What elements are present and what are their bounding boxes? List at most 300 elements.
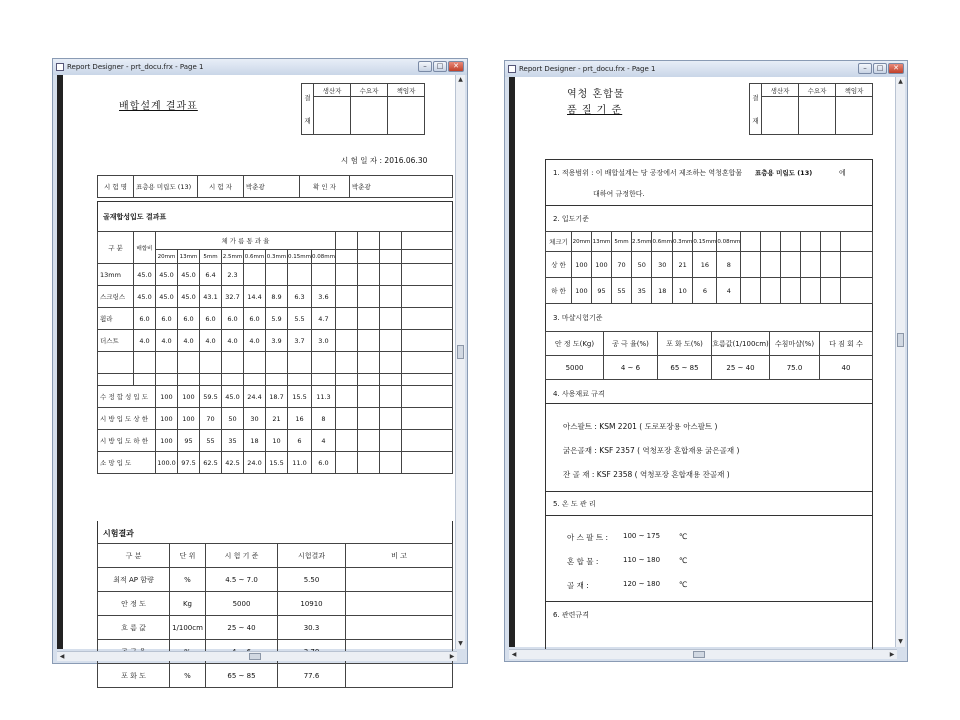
left-titlebar[interactable] (53, 59, 467, 75)
result-head: 시 험 기 준 (206, 544, 278, 568)
grad-empty-cell (335, 452, 357, 474)
grad-empty-cell (311, 352, 335, 374)
marshall-head: 수침마샬(%) (770, 332, 820, 356)
marshall-table (545, 331, 873, 380)
result-section-title: 시험결과 (103, 529, 134, 538)
s6-title: 6. 관련규격 (553, 611, 589, 619)
s4-title: 4. 사용재료 규격 (553, 390, 605, 398)
grad-cell: 43.1 (200, 286, 222, 308)
result-cell: 5.50 (278, 568, 346, 592)
sieve-title: 체 가 름 통 과 율 (156, 232, 336, 250)
grad-cell: 45.0 (156, 286, 178, 308)
maximize-icon[interactable]: □ (873, 63, 887, 74)
grad-cell: 62.5 (200, 452, 222, 474)
info-value: 박춘광 (244, 176, 300, 198)
s1-text: 1. 적용범위 : 이 배합설계는 당 공장에서 제조하는 역청혼합물 (553, 169, 743, 177)
result-head: 구 분 (98, 544, 170, 568)
grad-empty-cell (335, 430, 357, 452)
report-page (509, 77, 897, 649)
sieve-size: 0.08mm (311, 250, 335, 264)
right-vertical-scrollbar[interactable] (895, 77, 905, 647)
grad-cell (288, 264, 312, 286)
marshall-head: 흐름값(1/100cm) (712, 332, 770, 356)
scroll-down-icon[interactable]: ▼ (898, 638, 903, 645)
grad-cell: 3.9 (266, 330, 288, 352)
table-row (98, 374, 453, 386)
grad-cell: 42.5 (222, 452, 244, 474)
grad-cell: 18 (244, 430, 266, 452)
grad-cell: 6.0 (178, 308, 200, 330)
app-icon (56, 63, 64, 71)
result-cell (346, 616, 453, 640)
report-title-line1: 역청 혼합물 (567, 89, 625, 100)
grad-empty-cell (134, 352, 156, 374)
grad-empty-cell (357, 408, 379, 430)
sieve-size: 20mm (572, 232, 592, 252)
approval-label-bottom: 재 (752, 117, 759, 125)
report-canvas (57, 75, 457, 680)
grad-cell: 4.0 (156, 330, 178, 352)
grad-cell: 100 (156, 386, 178, 408)
grad-cell: 15.5 (288, 386, 312, 408)
grad-empty-cell (222, 374, 244, 386)
approval-col: 수요자 (799, 84, 836, 97)
grad-empty-cell (335, 408, 357, 430)
grad-empty-cell (379, 352, 401, 374)
report-title-line2: 품 질 기 준 (567, 105, 623, 116)
lower-value: 10 (672, 278, 692, 304)
grad-empty-cell (379, 430, 401, 452)
grad-cell: 24.0 (244, 452, 266, 474)
grad-empty-cell (311, 374, 335, 386)
grad-cell: 24.4 (244, 386, 266, 408)
approval-label-top: 결 (752, 94, 759, 102)
sieve-size: 0.3mm (672, 232, 692, 252)
grad-cell: 6 (288, 430, 312, 452)
grad-empty-cell (222, 352, 244, 374)
grad-empty-cell (98, 352, 134, 374)
lower-value: 95 (592, 278, 612, 304)
temp-range: 120 ~ 180 (623, 580, 661, 588)
report-canvas (509, 77, 897, 647)
result-cell: Kg (170, 592, 206, 616)
grad-empty-cell (134, 374, 156, 386)
info-table (97, 175, 453, 198)
grad-empty-cell (335, 308, 357, 330)
grad-cell: 2.3 (222, 264, 244, 286)
result-section-frame (97, 521, 453, 543)
grad-row-name: 더스트 (98, 330, 134, 352)
grad-cell: 4.0 (200, 330, 222, 352)
grad-head-col2: 배합비 (134, 232, 156, 264)
grad-empty-cell (379, 330, 401, 352)
grad-cell: 4.7 (311, 308, 335, 330)
grad-empty-cell (244, 374, 266, 386)
grad-empty-cell (200, 374, 222, 386)
info-value: 표층용 미립도 (13) (134, 176, 198, 198)
gradation-table (97, 231, 453, 474)
grad-empty-cell (357, 264, 379, 286)
grad-empty-cell (379, 374, 401, 386)
grad-cell: 15.5 (266, 452, 288, 474)
divider (545, 515, 873, 516)
grad-cell: 6.4 (200, 264, 222, 286)
grad-cell: 6.0 (311, 452, 335, 474)
temp-unit: ℃ (679, 532, 688, 541)
grad-empty-cell (357, 430, 379, 452)
grad-cell: 5.5 (288, 308, 312, 330)
grad-empty-cell (401, 308, 452, 330)
result-cell: 30.3 (278, 616, 346, 640)
grad-empty-cell (357, 452, 379, 474)
window-title: Report Designer - prt_docu.frx - Page 1 (67, 63, 204, 71)
grad-row-name: 휠라 (98, 308, 134, 330)
app-icon (508, 65, 516, 73)
info-label: 시 험 명 (98, 176, 134, 198)
grad-cell: 55 (200, 430, 222, 452)
marshall-head: 공 극 율(%) (604, 332, 658, 356)
table-row (98, 592, 453, 616)
grad-cell: 95 (178, 430, 200, 452)
grad-row-ratio: 4.0 (134, 330, 156, 352)
s4-line: 잔 골 재 : KSF 2358 ( 역청포장 혼합재용 잔골재 ) (563, 470, 730, 479)
upper-value: 21 (672, 252, 692, 278)
temp-label: 골 재 : (567, 581, 589, 590)
result-cell: 5000 (206, 592, 278, 616)
scroll-thumb[interactable] (693, 651, 705, 658)
close-icon[interactable]: ✕ (448, 61, 464, 72)
grad-cell: 4.0 (222, 330, 244, 352)
grad-empty-cell (379, 386, 401, 408)
grad-cell: 32.7 (222, 286, 244, 308)
s5-title: 5. 온 도 관 리 (553, 500, 596, 508)
grad-cell: 45.0 (178, 286, 200, 308)
result-cell: 흐 름 값 (98, 616, 170, 640)
gradation-standard-table (545, 231, 873, 304)
sieve-size: 0.3mm (266, 250, 288, 264)
table-row (98, 330, 453, 352)
grad-empty-cell (156, 352, 178, 374)
test-date: 시 험 일 자 : 2016.06.30 (341, 156, 428, 165)
grad-cell: 8 (311, 408, 335, 430)
result-cell: 65 ~ 85 (206, 664, 278, 688)
upper-value: 50 (632, 252, 652, 278)
grad-empty-cell (401, 330, 452, 352)
grad-cell: 100.0 (156, 452, 178, 474)
scroll-right-icon[interactable]: ▶ (449, 653, 455, 660)
scroll-right-icon[interactable]: ▶ (889, 651, 895, 658)
result-cell (346, 568, 453, 592)
grad-empty-cell (357, 286, 379, 308)
grad-row-ratio: 45.0 (134, 286, 156, 308)
grad-empty-cell (401, 430, 452, 452)
table-row (98, 430, 453, 452)
marshall-value: 65 ~ 85 (658, 356, 712, 380)
grad-cell (244, 264, 266, 286)
grad-cell: 6.0 (244, 308, 266, 330)
grad-cell: 30 (244, 408, 266, 430)
table-row (98, 386, 453, 408)
sieve-size: 2.5mm (222, 250, 244, 264)
approval-label-bottom: 재 (304, 117, 311, 125)
grad-empty-cell (379, 452, 401, 474)
temp-unit: ℃ (679, 580, 688, 589)
grad-cell: 3.0 (311, 330, 335, 352)
approval-col: 책임자 (836, 84, 873, 97)
grad-empty-cell (379, 264, 401, 286)
approval-box (749, 83, 873, 135)
grad-row-ratio: 6.0 (134, 308, 156, 330)
table-row (98, 286, 453, 308)
grad-empty-cell (98, 374, 134, 386)
result-table (97, 543, 453, 688)
grad-empty-cell (156, 374, 178, 386)
grad-empty-cell (178, 374, 200, 386)
grad-empty-cell (288, 352, 312, 374)
table-row (98, 264, 453, 286)
info-value: 박춘광 (350, 176, 453, 198)
grad-empty-cell (335, 386, 357, 408)
grad-cell: 59.5 (200, 386, 222, 408)
info-label: 시 험 자 (198, 176, 244, 198)
upper-value: 8 (717, 252, 741, 278)
scroll-up-icon[interactable]: ▲ (458, 76, 463, 83)
table-row (98, 568, 453, 592)
result-cell: 4.5 ~ 7.0 (206, 568, 278, 592)
s1-line2: 대하여 규정한다. (593, 190, 645, 198)
grad-cell: 10 (266, 430, 288, 452)
report-title: 배합설계 결과표 (119, 101, 198, 112)
minimize-icon[interactable]: – (858, 63, 872, 74)
close-icon[interactable]: ✕ (888, 63, 904, 74)
result-head: 시험결과 (278, 544, 346, 568)
grad-cell: 18.7 (266, 386, 288, 408)
grad-cell (311, 264, 335, 286)
grad-cell: 6.3 (288, 286, 312, 308)
grad-cell: 4.0 (244, 330, 266, 352)
grad-empty-cell (357, 330, 379, 352)
grad-cell: 16 (288, 408, 312, 430)
result-cell: % (170, 664, 206, 688)
grad-empty-cell (357, 374, 379, 386)
scroll-thumb[interactable] (249, 653, 261, 660)
temp-range: 100 ~ 175 (623, 532, 661, 540)
lower-value: 55 (612, 278, 632, 304)
result-cell: 포 화 도 (98, 664, 170, 688)
grad-cell: 45.0 (178, 264, 200, 286)
grad-cell: 5.9 (266, 308, 288, 330)
upper-label: 상 한 (546, 252, 572, 278)
upper-value: 100 (572, 252, 592, 278)
grad-cell: 11.3 (311, 386, 335, 408)
grad-cell: 8.9 (266, 286, 288, 308)
table-row (98, 452, 453, 474)
maximize-icon[interactable]: □ (433, 61, 447, 72)
sieve-head-label: 체크기 (546, 232, 572, 252)
s4-line: 아스팔트 : KSM 2201 ( 도로포장용 아스팔트 ) (563, 422, 718, 431)
s4-line: 굵은골재 : KSF 2357 ( 역청포장 혼합재용 굵은골재 ) (563, 446, 740, 455)
grad-empty-cell (244, 352, 266, 374)
temp-unit: ℃ (679, 556, 688, 565)
table-row (98, 616, 453, 640)
grad-empty-cell (379, 286, 401, 308)
grad-row-name: 13mm (98, 264, 134, 286)
result-cell: 안 정 도 (98, 592, 170, 616)
divider (545, 491, 873, 492)
grad-empty-cell (335, 352, 357, 374)
marshall-head: 포 화 도(%) (658, 332, 712, 356)
lower-value: 4 (717, 278, 741, 304)
grad-empty-cell (200, 352, 222, 374)
s1-suffix: 에 (839, 169, 846, 177)
grad-row-name: 소 망 입 도 (98, 452, 156, 474)
approval-col: 생산자 (762, 84, 799, 97)
right-horizontal-scrollbar[interactable] (509, 649, 897, 659)
grad-cell: 45.0 (222, 386, 244, 408)
scroll-thumb[interactable] (897, 333, 904, 347)
upper-value: 30 (652, 252, 672, 278)
sieve-size: 0.6mm (244, 250, 266, 264)
grad-cell: 3.7 (288, 330, 312, 352)
report-page (57, 75, 457, 680)
marshall-value: 4 ~ 6 (604, 356, 658, 380)
left-report-window (52, 58, 468, 680)
grad-cell: 45.0 (156, 264, 178, 286)
approval-col: 책임자 (388, 84, 425, 97)
grad-empty-cell (266, 352, 288, 374)
sieve-size: 20mm (156, 250, 178, 264)
grad-empty-cell (335, 374, 357, 386)
sieve-size: 0.6mm (652, 232, 672, 252)
scroll-left-icon[interactable]: ◀ (511, 651, 517, 658)
grad-empty-cell (335, 330, 357, 352)
left-vertical-scrollbar[interactable] (455, 75, 465, 649)
grad-cell: 100 (178, 386, 200, 408)
marshall-value: 75.0 (770, 356, 820, 380)
grad-cell: 35 (222, 430, 244, 452)
scroll-left-icon[interactable]: ◀ (59, 653, 65, 660)
temp-range: 110 ~ 180 (623, 556, 661, 564)
divider (545, 403, 873, 404)
grad-cell: 70 (200, 408, 222, 430)
grad-cell: 14.4 (244, 286, 266, 308)
grad-cell: 6.0 (200, 308, 222, 330)
grad-cell: 11.0 (288, 452, 312, 474)
grad-empty-cell (357, 352, 379, 374)
result-cell: 최적 AP 함량 (98, 568, 170, 592)
grad-cell: 4.0 (178, 330, 200, 352)
grad-row-name: 시 방 입 도 하 한 (98, 430, 156, 452)
marshall-head: 다 짐 회 수 (820, 332, 873, 356)
grad-cell: 100 (178, 408, 200, 430)
lower-value: 6 (693, 278, 717, 304)
result-head: 단 위 (170, 544, 206, 568)
sieve-size: 5mm (612, 232, 632, 252)
grad-empty-cell (335, 286, 357, 308)
grad-cell (266, 264, 288, 286)
grad-row-name: 시 방 입 도 상 한 (98, 408, 156, 430)
sieve-size: 2.5mm (632, 232, 652, 252)
table-row (98, 352, 453, 374)
scroll-down-icon[interactable]: ▼ (458, 640, 463, 647)
grad-empty-cell (401, 408, 452, 430)
grad-section-title: 골재합성입도 결과표 (103, 213, 167, 221)
lower-label: 하 한 (546, 278, 572, 304)
approval-col: 생산자 (314, 84, 351, 97)
grad-empty-cell (379, 308, 401, 330)
grad-empty-cell (266, 374, 288, 386)
result-cell: 77.6 (278, 664, 346, 688)
result-cell: 10910 (278, 592, 346, 616)
left-horizontal-scrollbar[interactable] (57, 651, 457, 661)
result-cell: 25 ~ 40 (206, 616, 278, 640)
scroll-thumb[interactable] (457, 345, 464, 359)
result-head: 비 고 (346, 544, 453, 568)
sieve-size: 13mm (592, 232, 612, 252)
grad-empty-cell (379, 408, 401, 430)
s1-mix: 표층용 미립도 (13) (755, 169, 813, 177)
grad-cell: 100 (156, 408, 178, 430)
grad-empty-cell (335, 264, 357, 286)
approval-box (301, 83, 425, 135)
scroll-up-icon[interactable]: ▲ (898, 78, 903, 85)
table-row (98, 408, 453, 430)
grad-cell: 100 (156, 430, 178, 452)
approval-label-top: 결 (304, 94, 311, 102)
grad-head-col1: 구 분 (98, 232, 134, 264)
temp-label: 아 스 팔 트 : (567, 533, 609, 542)
minimize-icon[interactable]: – (418, 61, 432, 72)
approval-col: 수요자 (351, 84, 388, 97)
result-cell (346, 592, 453, 616)
grad-empty-cell (401, 374, 452, 386)
table-row (98, 664, 453, 688)
info-label: 확 인 자 (300, 176, 350, 198)
table-row (98, 308, 453, 330)
sieve-size: 0.08mm (717, 232, 741, 252)
marshall-value: 40 (820, 356, 873, 380)
temp-label: 혼 합 물 : (567, 557, 599, 566)
divider (545, 601, 873, 602)
right-titlebar[interactable] (505, 61, 907, 77)
s3-title: 3. 마샬시험기준 (553, 314, 603, 322)
grad-cell: 21 (266, 408, 288, 430)
sieve-size: 0.15mm (693, 232, 717, 252)
result-cell: % (170, 568, 206, 592)
marshall-head: 안 정 도(Kg) (546, 332, 604, 356)
result-cell (346, 664, 453, 688)
upper-value: 100 (592, 252, 612, 278)
grad-empty-cell (357, 386, 379, 408)
grad-empty-cell (401, 386, 452, 408)
grad-cell: 6.0 (156, 308, 178, 330)
divider (545, 205, 873, 206)
lower-value: 18 (652, 278, 672, 304)
grad-row-name: 스크링스 (98, 286, 134, 308)
grad-row-name: 수 정 합 성 입 도 (98, 386, 156, 408)
sieve-size: 5mm (200, 250, 222, 264)
marshall-value: 25 ~ 40 (712, 356, 770, 380)
s2-title: 2. 입도기준 (553, 215, 589, 223)
upper-value: 70 (612, 252, 632, 278)
grad-cell: 3.6 (311, 286, 335, 308)
lower-value: 35 (632, 278, 652, 304)
grad-empty-cell (357, 308, 379, 330)
sieve-size: 0.15mm (288, 250, 312, 264)
grad-cell: 50 (222, 408, 244, 430)
grad-cell: 97.5 (178, 452, 200, 474)
upper-value: 16 (693, 252, 717, 278)
